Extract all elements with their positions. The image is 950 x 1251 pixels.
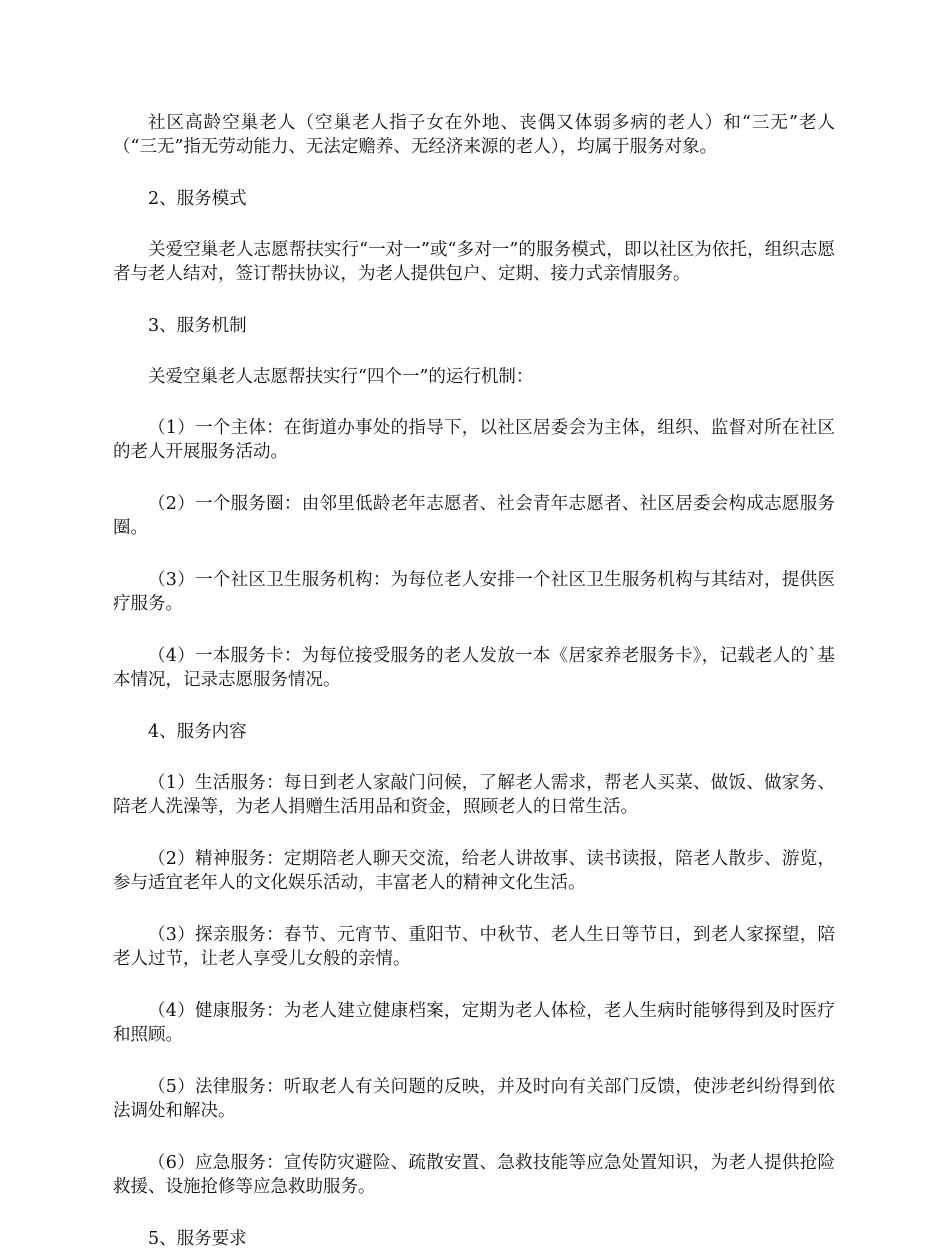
paragraph-service-mode: 关爱空巢老人志愿帮扶实行“一对一”或“多对一”的服务模式，即以社区为依托，组织志愿者与老人结对，签订帮扶协议，为老人提供包户、定期、接力式亲情服务。 (113, 240, 835, 284)
paragraph-content-6: （6）应急服务：宣传防灾避险、疏散安置、急救技能等应急处置知识，为老人提供抢险救援、设施抢修等应急救助服务。 (113, 1153, 835, 1197)
paragraph-content-5: （5）法律服务：听取老人有关问题的反映，并及时向有关部门反馈，使涉老纠纷得到依法调处和解决。 (113, 1077, 835, 1121)
heading-service-requirements: 5、服务要求 (148, 1229, 247, 1249)
paragraph-content-3: （3）探亲服务：春节、元宵节、重阳节、中秋节、老人生日等节日，到老人家探望，陪老人过节，让老人享受儿女般的亲情。 (113, 925, 835, 969)
paragraph-mechanism-4: （4）一本服务卡：为每位接受服务的老人发放一本《居家养老服务卡》，记载老人的`基本情况，记录志愿服务情况。 (113, 646, 835, 690)
paragraph-service-targets: 社区高龄空巢老人（空巢老人指子女在外地、丧偶又体弱多病的老人）和“三无”老人（“三无”指无劳动能力、无法定赡养、无经济来源的老人），均属于服务对象。 (113, 113, 835, 157)
document-body (113, 111, 835, 1251)
paragraph-four-ones: 关爱空巢老人志愿帮扶实行“四个一”的运行机制： (148, 367, 534, 387)
paragraph-content-2: （2）精神服务：定期陪老人聊天交流，给老人讲故事、读书读报，陪老人散步、游览，参与适宜老年人的文化娱乐活动，丰富老人的精神文化生活。 (113, 849, 835, 893)
heading-service-mechanism: 3、服务机制 (148, 316, 247, 336)
heading-service-mode: 2、服务模式 (148, 189, 247, 209)
paragraph-mechanism-1: （1）一个主体：在街道办事处的指导下，以社区居委会为主体，组织、监督对所在社区的老人开展服务活动。 (113, 418, 835, 462)
paragraph-mechanism-2: （2）一个服务圈：由邻里低龄老年志愿者、社会青年志愿者、社区居委会构成志愿服务圈。 (113, 494, 835, 538)
paragraph-mechanism-3: （3）一个社区卫生服务机构：为每位老人安排一个社区卫生服务机构与其结对，提供医疗服务。 (113, 570, 835, 614)
heading-service-content: 4、服务内容 (148, 722, 247, 742)
paragraph-content-4: （4）健康服务：为老人建立健康档案，定期为老人体检，老人生病时能够得到及时医疗和照顾。 (113, 1001, 835, 1045)
paragraph-content-1: （1）生活服务：每日到老人家敲门问候，了解老人需求，帮老人买菜、做饭、做家务、陪老人洗澡等，为老人捐赠生活用品和资金，照顾老人的日常生活。 (113, 773, 835, 817)
